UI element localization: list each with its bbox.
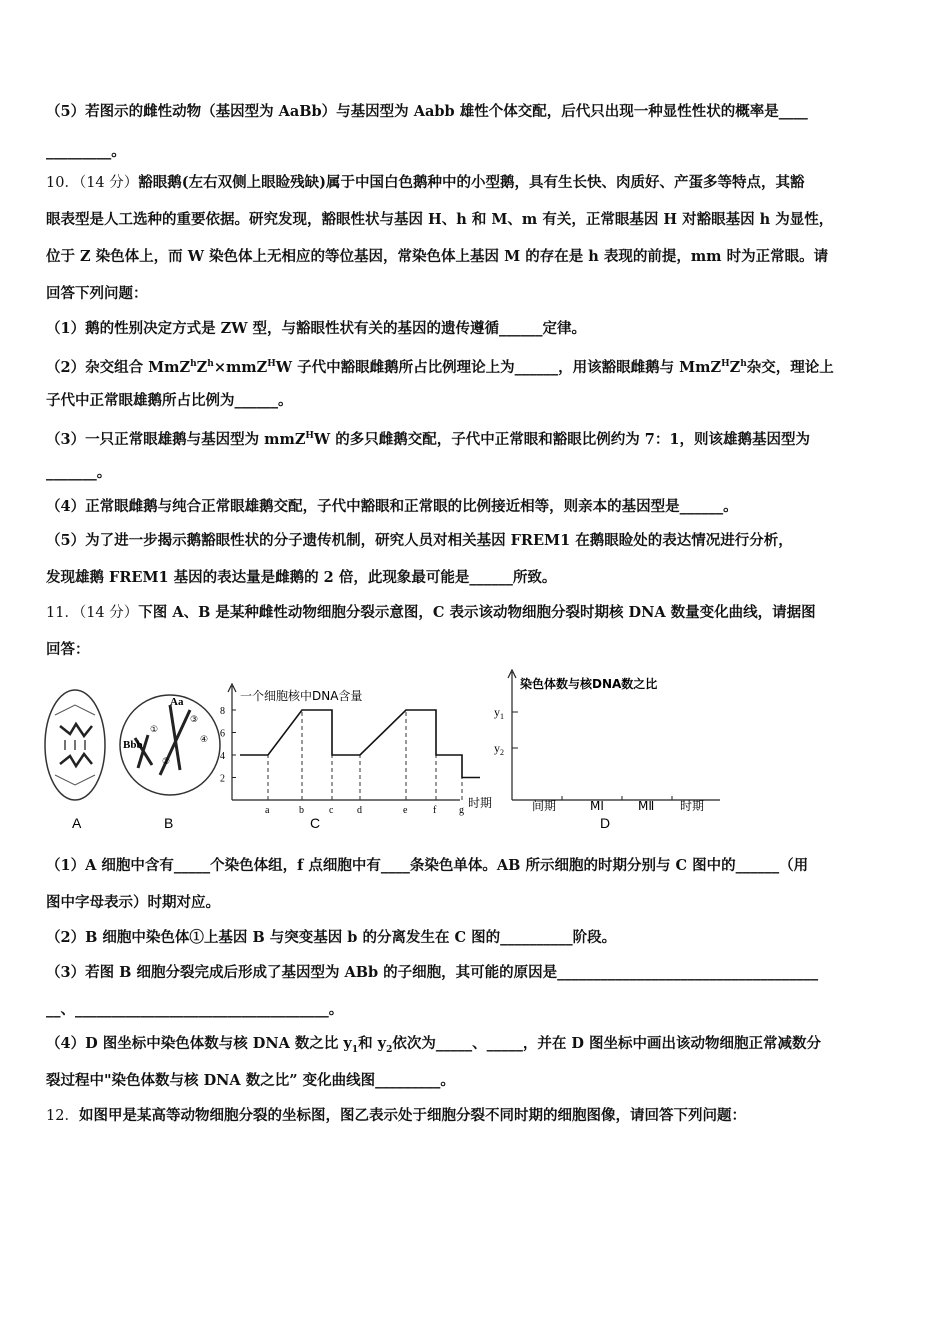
chart-d-y2-label: $y_2$	[494, 741, 504, 757]
chart-d-xlabel: 时期	[680, 799, 705, 813]
q12-header: 12．如图甲是某高等动物细胞分裂的坐标图，图乙表示处于细胞分裂不同时期的细胞图像，请回答下列问题：	[46, 1107, 746, 1124]
q10-header: 10．（14 分）豁眼鹅(左右双侧上眼睑残缺)属于中国白色鹅种中的小型鹅，具有生长快、肉质好、产蛋多等特点，其豁	[46, 174, 805, 191]
figure-label-c: C	[310, 815, 321, 831]
chart-c-dna-curve	[240, 710, 480, 778]
q10-p5-line1: （5）为了进一步揭示鹅豁眼性状的分子遗传机制，研究人员对相关基因 FREM1 在鹅眼睑处的表达情况进行分析，	[46, 532, 793, 549]
q11-p4-line2: 裂过程中"染色体数与核 DNA 数之比” 变化曲线图_________。	[46, 1072, 455, 1089]
chart-c-xtick-a: a	[265, 805, 270, 816]
chart-c-xtick-b: b	[299, 805, 304, 816]
q11-header: 11．（14 分）下图 A、B 是某种雌性动物细胞分裂示意图，C 表示该动物细胞分裂时期核 DNA 数量变化曲线，请据图	[46, 604, 816, 621]
chart-c-ytick: 6	[220, 728, 225, 740]
chart-c-xtick-c: c	[329, 805, 334, 816]
q10-p2-line2: 子代中正常眼雄鹅所占比例为______。	[46, 392, 293, 409]
chart-c-xtick-e: e	[403, 805, 408, 816]
chart-c-xtick-f: f	[433, 805, 437, 816]
q9-p5-line2: _________。	[46, 143, 126, 160]
cell-b-diagram	[120, 695, 220, 795]
chart-d-xtick-m1: MⅠ	[590, 799, 604, 813]
q11-p4-line1: （4）D 图坐标中染色体数与核 DNA 数之比 $y_1$和 $y_2$依次为_____、_____，并在 D 图坐标中画出该动物细胞正常减数分	[46, 1035, 822, 1055]
q10-line4: 回答下列问题：	[46, 285, 148, 302]
cell-b-num2: ②	[162, 757, 171, 767]
q11-p2: （2）B 细胞中染色体①上基因 B 与突变基因 b 的分离发生在 C 图的__________阶段。	[46, 929, 617, 946]
q11-line2: 回答：	[46, 641, 90, 658]
chart-d	[494, 670, 720, 813]
chart-d-title: 染色体数与核DNA数之比	[520, 677, 658, 691]
q10-line2: 眼表型是人工选种的重要依据。研究发现，豁眼性状与基因 H、h 和 M、m 有关，正常眼基因 H 对豁眼基因 h 为显性，	[46, 211, 834, 228]
figure-label-b: B	[164, 815, 174, 831]
q11-p3-line2: __、___________________________________。	[46, 1001, 344, 1018]
chart-c-ytick: 2	[220, 773, 225, 785]
q10-p1: （1）鹅的性别决定方式是 ZW 型，与豁眼性状有关的基因的遗传遵循______定律。	[46, 320, 587, 337]
cell-b-genes: Bbb	[123, 739, 143, 751]
chart-c-ytick: 4	[220, 751, 225, 762]
chart-c	[220, 684, 492, 816]
q10-line3: 位于 Z 染色体上，而 W 染色体上无相应的等位基因，常染色体上基因 M 的存在是 h 表现的前提，mm 时为正常眼。请	[46, 248, 829, 265]
q11-p1-line1: （1）A 细胞中含有_____个染色体组，f 点细胞中有____条染色单体。AB 所示细胞的时期分别与 C 图中的______（用	[46, 857, 809, 874]
chart-d-xtick-m2: MⅡ	[638, 799, 655, 813]
chart-c-xtick-g: g	[459, 805, 464, 816]
chart-c-title: 一个细胞核中DNA含量	[240, 689, 363, 703]
q10-p2-line1: （2）杂交组合 $MmZ^hZ^h\times mmZ^HW$ 子代中豁眼雌鹅所占比例理论上为______，用该豁眼雌鹅与 $MmZ^HZ^h$杂交，理论上	[46, 358, 834, 376]
chart-c-xtick-d: d	[357, 805, 362, 816]
q11-p3-line1: （3）若图 B 细胞分裂完成后形成了基因型为 ABb 的子细胞，其可能的原因是____________________________________	[46, 964, 819, 981]
chart-d-y1-label: $y_1$	[494, 705, 504, 721]
chart-d-xtick-interphase: 间期	[532, 799, 557, 813]
q10-p3-line1: （3）一只正常眼雄鹅与基因型为 mmZ$^H$W 的多只雌鹅交配，子代中正常眼和豁眼比例约为 7：1，则该雄鹅基因型为	[46, 430, 810, 448]
q10-p3-line2: _______。	[46, 464, 112, 481]
figure-label-a: A	[72, 815, 82, 831]
cell-b-num3: ③	[190, 715, 199, 725]
q9-p5-line1: （5）若图示的雌性动物（基因型为 AaBb）与基因型为 Aabb 雄性个体交配，后代只出现一种显性性状的概率是____	[46, 103, 808, 120]
q10-p4: （4）正常眼雌鹅与纯合正常眼雄鹅交配，子代中豁眼和正常眼的比例接近相等，则亲本的基因型是______。	[46, 498, 738, 515]
q11-figure	[40, 660, 920, 840]
cell-b-num4: ④	[200, 735, 209, 745]
cell-a-diagram	[45, 690, 105, 800]
q11-figure-svg	[40, 660, 920, 840]
chart-c-ytick: 8	[220, 706, 225, 717]
figure-label-d: D	[600, 815, 611, 831]
cell-b-num1: ①	[150, 725, 159, 735]
q10-p5-line2: 发现雄鹅 FREM1 基因的表达量是雌鹅的 2 倍，此现象最可能是______所致。	[46, 569, 557, 586]
chart-c-xlabel: 时期	[468, 796, 493, 810]
q11-p1-line2: 图中字母表示）时期对应。	[46, 894, 220, 911]
cell-b-gene-a: Aa	[170, 696, 184, 708]
